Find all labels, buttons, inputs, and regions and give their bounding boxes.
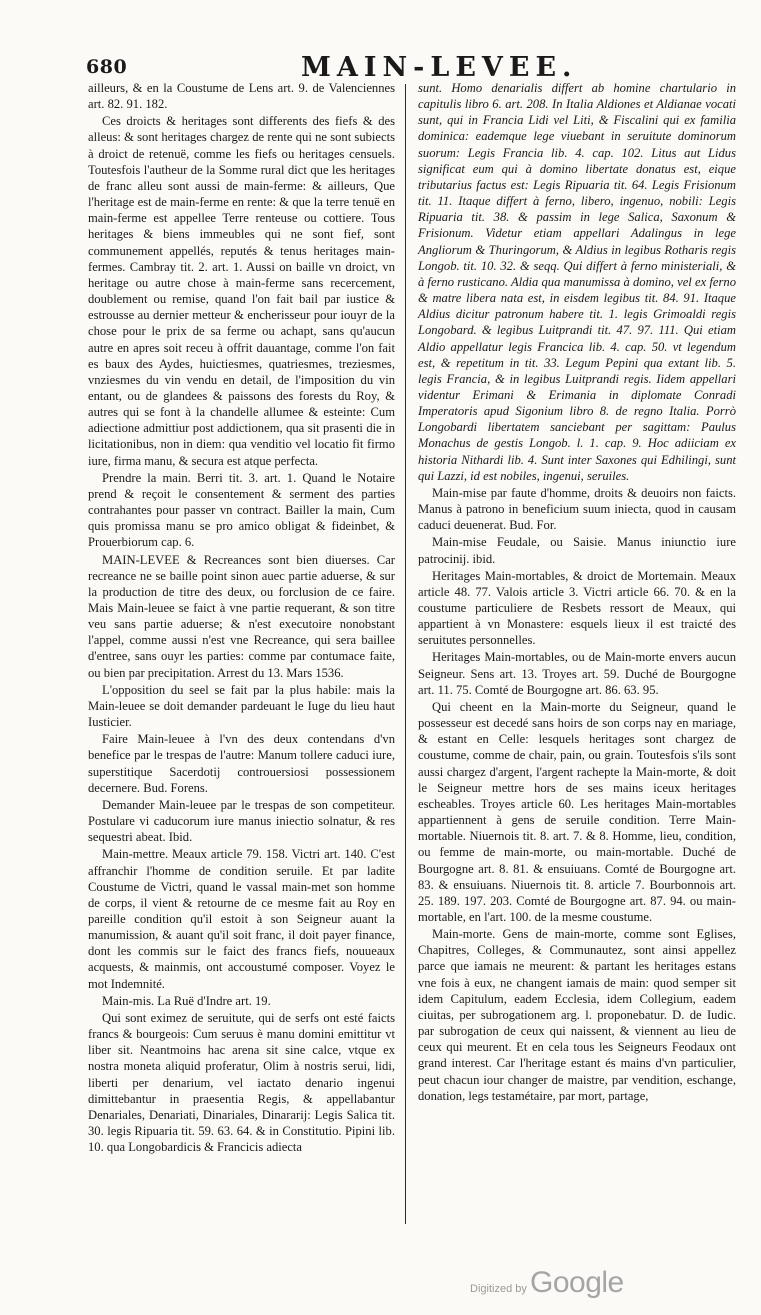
paragraph: Qui sont eximez de seruitute, qui de serfs ont esté faicts francs & bourgeois: Cum seruus è manu domini emittitur vt liber sit. Neantmoins hac arena sit sine calce, vtque ex nostra moneta aliquid proferatur, Olim à nostris serui, lidi, liberti per denarium, vel iactato denario ingenui dimittebantur in praesentia Regis, & appellabantur Denariales, Denariati, Dinariales, Dinararij: Legis Salica tit. 30. legis Ripuaria tit. 59. 63. 64. & in Constitutio. Pipini lib. 10. qua Longobardicis & Francicis adiecta bbox=[88, 1010, 395, 1155]
paragraph: Demander Main-leuee par le trespas de son competiteur. Postulare vi caducorum iure manus iniectio solnatur, & res sequestri abeat. Ibid. bbox=[88, 797, 395, 845]
paragraph: Faire Main-leuee à l'vn des deux contendans d'vn benefice par le trespas de l'autre: Manum tollere caduci iure, superstitique Sacerdotij controuersiosi possessionem decernere. Bud. Forens. bbox=[88, 732, 395, 795]
google-logo: Google bbox=[530, 1266, 624, 1299]
page-header bbox=[86, 52, 686, 82]
paragraph: Prendre la main. Berri tit. 3. art. 1. Quand le Notaire prend & reçoit le consentement & serment des parties contrahantes pour passer vn contract. Bailler la main, Cum quis promissa manu se pro amico obligat & fideinbet, & Prouerbiorum cap. 6. bbox=[88, 470, 395, 550]
digitized-by-label: Digitized by bbox=[470, 1283, 527, 1295]
left-column bbox=[88, 80, 395, 1156]
paragraph: L'opposition du seel se fait par la plus habile: mais la Main-leuee se doit demander pardeuant le Iuge du lieu haut Iusticier. bbox=[88, 682, 395, 730]
page-number: 680 bbox=[86, 56, 128, 78]
paragraph: Main-morte. Gens de main-morte, comme sont Eglises, Chapitres, Colleges, & Communautez, sont ainsi appellez parce que iamais ne meurent: & partant les heritages estans vne fois à eux, ne changent iamais de main: quod semper sit idem Capitulum, eadem Ecclesia, idem Collegium, eadem ciuitas, per subrogationem arg. l. proponebatur. D. de Iudic. par subrogation de ceux qui naissent, & viennent au lieu de ceux qui meurent. Et en cela tous les Seigneurs Feodaux ont grand interest. Car l'heritage estant és mains d'vn particulier, peut chacun iour changer de maistre, par vendition, eschange, donation, legs testamétaire, par mort, partage, bbox=[418, 927, 736, 1103]
paragraph: ailleurs, & en la Coustume de Lens art. 9. de Valenciennes art. 82. 91. 182. bbox=[88, 81, 395, 112]
paragraph: Main-mise par faute d'homme, droits & deuoirs non faicts. Manus à patrono in beneficium suum iniecta, quod in causam caduci deuenerat. Bud. For. bbox=[418, 485, 736, 533]
paragraph: Main-mise Feudale, ou Saisie. Manus iniunctio iure patrocinij. ibid. bbox=[418, 535, 736, 566]
paragraph: MAIN-LEVEE & Recreances sont bien diuerses. Car recreance ne se baille point sinon auec partie aduerse, & sur la production de titre des deux, ou forclusion de ce faire. Mais Main-leuee se faict à vne partie requerant, & son titre veu sans partie aduerse; & n'est executoire nonobstant l'appel, comme aussi n'est vne Recreance, qui sera baillee d'entree, sans ouyr les parties: comme par contumace faite, ou bien par precipitation. Arrest du 13. Mars 1536. bbox=[88, 552, 395, 680]
digitization-watermark bbox=[470, 1266, 730, 1300]
paragraph: Ces droicts & heritages sont differents des fiefs & des alleus: & sont heritages chargez de rente qui ne sont subiects à droict de retenuë, comme les fiefs ou heritages censuels. Toutesfois l'autheur de la Somme rural dict que les heritages de franc alleu sont aussi de main-ferme: & ailleurs, Que l'heritage est de main-ferme en rente: & que la terre tenuë en main-ferme est appellee Terre renteuse ou cottiere. Tous heritages & biens immeubles qui ne sont fief, sont communement appellés, reputés & tenus heritages main-fermes. Cambray tit. 2. art. 1. Aussi on baille vn droict, vn heritage ou autre chose à main-ferme sans recercement, doublement ou remise, quand l'on fait bail par iustice & estrousse au dernier metteur & encherisseur pour iouyr de la chose pour le prix de sa ferme ou achapt, sans qu'aucun autre en apres soit receu à offrit dauantage, comme l'on fait es baux des Aydes, huictiesmes, quatriesmes, treziesmes, vnziesmes du vin vendu en detail, de l'imposition du vin entant, ou de glandees & paissons des forests du Roy, & autres qui se font à la chandelle allumee & esteinte: Cum adiectione admittiur post addictionem, qua sit prasenti die in licitationibus, non in diem: qua venditio vel locatio fit firmo iure, firma manu, & secura est atque perfecta. bbox=[88, 114, 395, 468]
right-column bbox=[418, 80, 736, 1105]
paragraph: Heritages Main-mortables, ou de Main-morte envers aucun Seigneur. Sens art. 13. Troyes art. 59. Duché de Bourgogne art. 11. 75. Comté de Bourgogne art. 86. 63. 95. bbox=[418, 650, 736, 697]
paragraph: Main-mettre. Meaux article 79. 158. Victri art. 140. C'est affranchir l'homme de condition seruile. Et par ladite Coustume de Victri, quand le vassal main-met son homme de corps, il vient & retourne de ce mesme fait au Roy en pareille condition qu'il estoit à son Seigneur auant la manumission, & auant qu'il soit franc, il doit payer finance, dont les commis sur le faict des francs fiefs, nouueaux acquests, & mainmis, ont accoustumé composer. Voyez le mot Indemnité. bbox=[88, 847, 395, 991]
column-divider bbox=[405, 84, 406, 1224]
paragraph: sunt. Homo denarialis differt ab homine chartulario in capitulis libro 6. art. 208. In Italia Aldiones et Aldianae vocati sunt, qui in Francia Lidi vel Liti, & Fiscalini qui ex familia dominica: eademque lege viuebant in seruitute dominorum suorum: Legis Francia lib. 4. cap. 102. Litus aut Lidus significat eum qui à domino libertate donatus est, eique tributarius factus est: Legis Ripuaria tit. 64. Legis Frisionum tit. 11. Itaque differt à ferno, libero, ingenuo, nobili: Legis Ripuaria tit. 38. & passim in lege Salica, Saxonum & Frisionum. Videtur etiam appellari Adalingus in lege Angliorum & Thuringorum, & Aldius in legibus Rotharis regis Longob. tit. 10. 32. & seqq. Qui differt à ferno ministeriali, & à ferno rusticano. Aldia qua manumissa à domino, vel ex ferno & matre libera nata est, in eisdem legibus tit. 84. 91. Itaque Aldius dicitur patronum habere tit. 1. legis Grimoaldi regis Longobard. & legibus Luitprandi tit. 47. 97. 111. Qui etiam Aldio appellatur legis Francica lib. 4. cap. 50. vt legendum est, & repetitum in tit. 33. Legum Pepini qua extant lib. 5. legis Francia, & in legibus Luitprandi regis. Iidem appellari videntur Erimani & Erimania in diplomate Conradi Imperatoris apud Sigonium libro 8. de regno Italia. Porrò Longobardi libertatem sanciebant per sagittam: Paulus Monachus de gestis Longob. l. 1. cap. 9. Hoc adiiciam ex historia Nithardi lib. 4. Sunt inter Saxones qui Edhilingi, sunt qui Lazzi, id est nobiles, ingenui, seruiles. bbox=[418, 81, 736, 483]
paragraph: Main-mis. La Ruë d'Indre art. 19. bbox=[102, 993, 271, 1008]
paragraph: Qui cheent en la Main-morte du Seigneur, quand le possesseur est decedé sans hoirs de son corps nay en mariage, & estant en Celle: lesquels heritages sont chargez de coustume, comme de chair, pain, ou grain. Toutesfois s'ils sont aussi chargez d'argent, l'argent rachepte la Main-morte, & doit le Seigneur mettre hors de ses mains iceux heritages escheables. Troyes article 60. Les heritages Main-mortables appartiennent à gens de seruile condition. Terre Main-mortable. Niuernois tit. 8. art. 7. & 8. Homme, lieu, condition, ou femme de main-morte, ou main-mortable. Duché de Bourgogne art. 8. 81. & ensuiuans. Comté de Bourgogne art. 83. & ensuiuans. Niuernois tit. 8. article 7. Bourbonnois art. 25. 189. 197. 203. Comté de Bourgogne art. 87. 94. ou main-mortable, en l'art. 100. de la mesme coustume. bbox=[418, 699, 736, 924]
running-title: MAIN-LEVEE. bbox=[301, 52, 578, 83]
paragraph: Heritages Main-mortables, & droict de Mortemain. Meaux article 48. 77. Valois article 3. Victri article 66. 70. & en la coustume particuliere de Resbets ressort de Meaux, qui appartient à vn Monastere: esquels lieux il est traicté des seruitutes personnelles. bbox=[418, 568, 736, 648]
